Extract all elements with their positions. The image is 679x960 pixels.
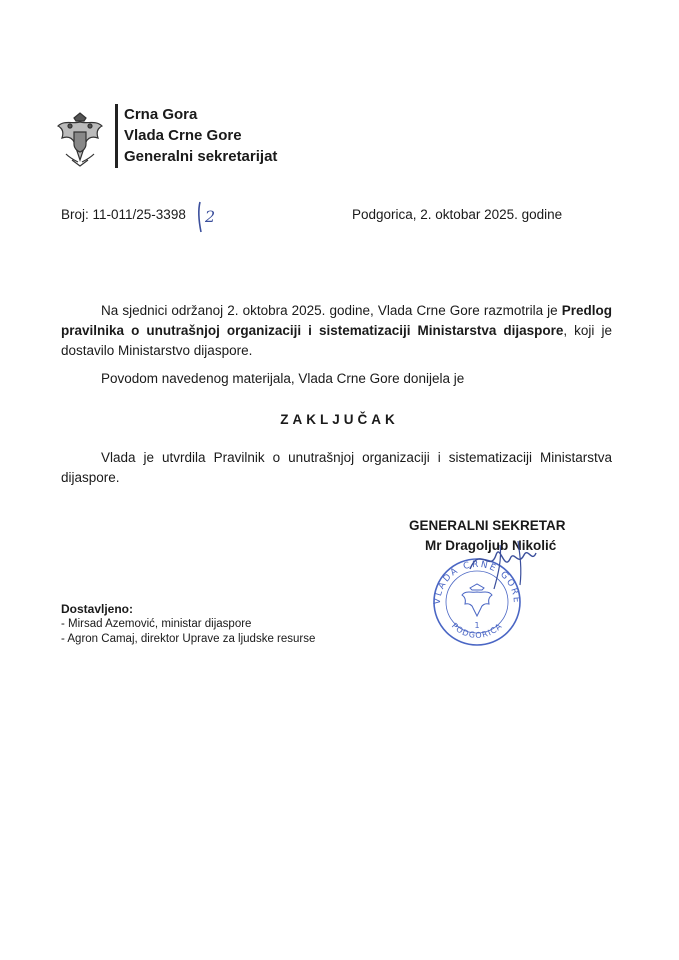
handwritten-suffix xyxy=(196,200,224,234)
conclusion-heading: ZAKLJUČAK xyxy=(280,412,399,427)
paragraph-1-end: , koji je dostavilo Ministarstvo dijaspore. xyxy=(61,323,612,358)
stamp-text-city: PODGORICA xyxy=(449,621,505,640)
handwritten-suffix-text: 2 xyxy=(205,207,216,226)
paragraph-1 xyxy=(61,301,612,361)
place-date: Podgorica, 2. oktobar 2025. godine xyxy=(352,207,563,222)
distribution-item: - Agron Camaj, direktor Uprave za ljudske resurse xyxy=(61,633,316,645)
handwritten-signature xyxy=(440,525,560,595)
paragraph-2: Povodom navedenog materijala, Vlada Crne Gore donijela je xyxy=(101,371,465,386)
distribution-list xyxy=(61,602,315,647)
letterhead-department: Generalni sekretarijat xyxy=(124,148,278,165)
distribution-title: Dostavljeno: xyxy=(61,602,134,616)
stamp-text-top: VLADA CRNE GORE xyxy=(432,559,522,605)
letterhead-government: Vlada Crne Gore xyxy=(124,127,242,144)
paragraph-3: Vlada je utvrdila Pravilnik o unutrašnjoj organizaciji i sistematizaciji Ministarstva dijaspore. xyxy=(61,450,612,485)
coat-of-arms-icon xyxy=(52,110,108,170)
paragraph-1-start: Na sjednici održanoj 2. oktobra 2025. godine, Vlada Crne Gore razmotrila je xyxy=(101,303,562,318)
signatory-name: Mr Dragoljub Nikolić xyxy=(425,538,557,553)
distribution-item: - Mirsad Azemović, ministar dijaspore xyxy=(61,618,252,630)
paragraph-1-bold: Predlog pravilnika o unutrašnjoj organizaciji i sistematizaciji Ministarstva dijaspore xyxy=(61,303,612,338)
stamp-number: 1 xyxy=(474,621,480,630)
letterhead xyxy=(124,104,277,167)
letterhead-country: Crna Gora xyxy=(124,106,198,123)
reference-number: Broj: 11-011/25-3398 xyxy=(61,207,186,222)
signatory-title: GENERALNI SEKRETAR xyxy=(409,518,566,533)
header-divider xyxy=(115,104,118,168)
